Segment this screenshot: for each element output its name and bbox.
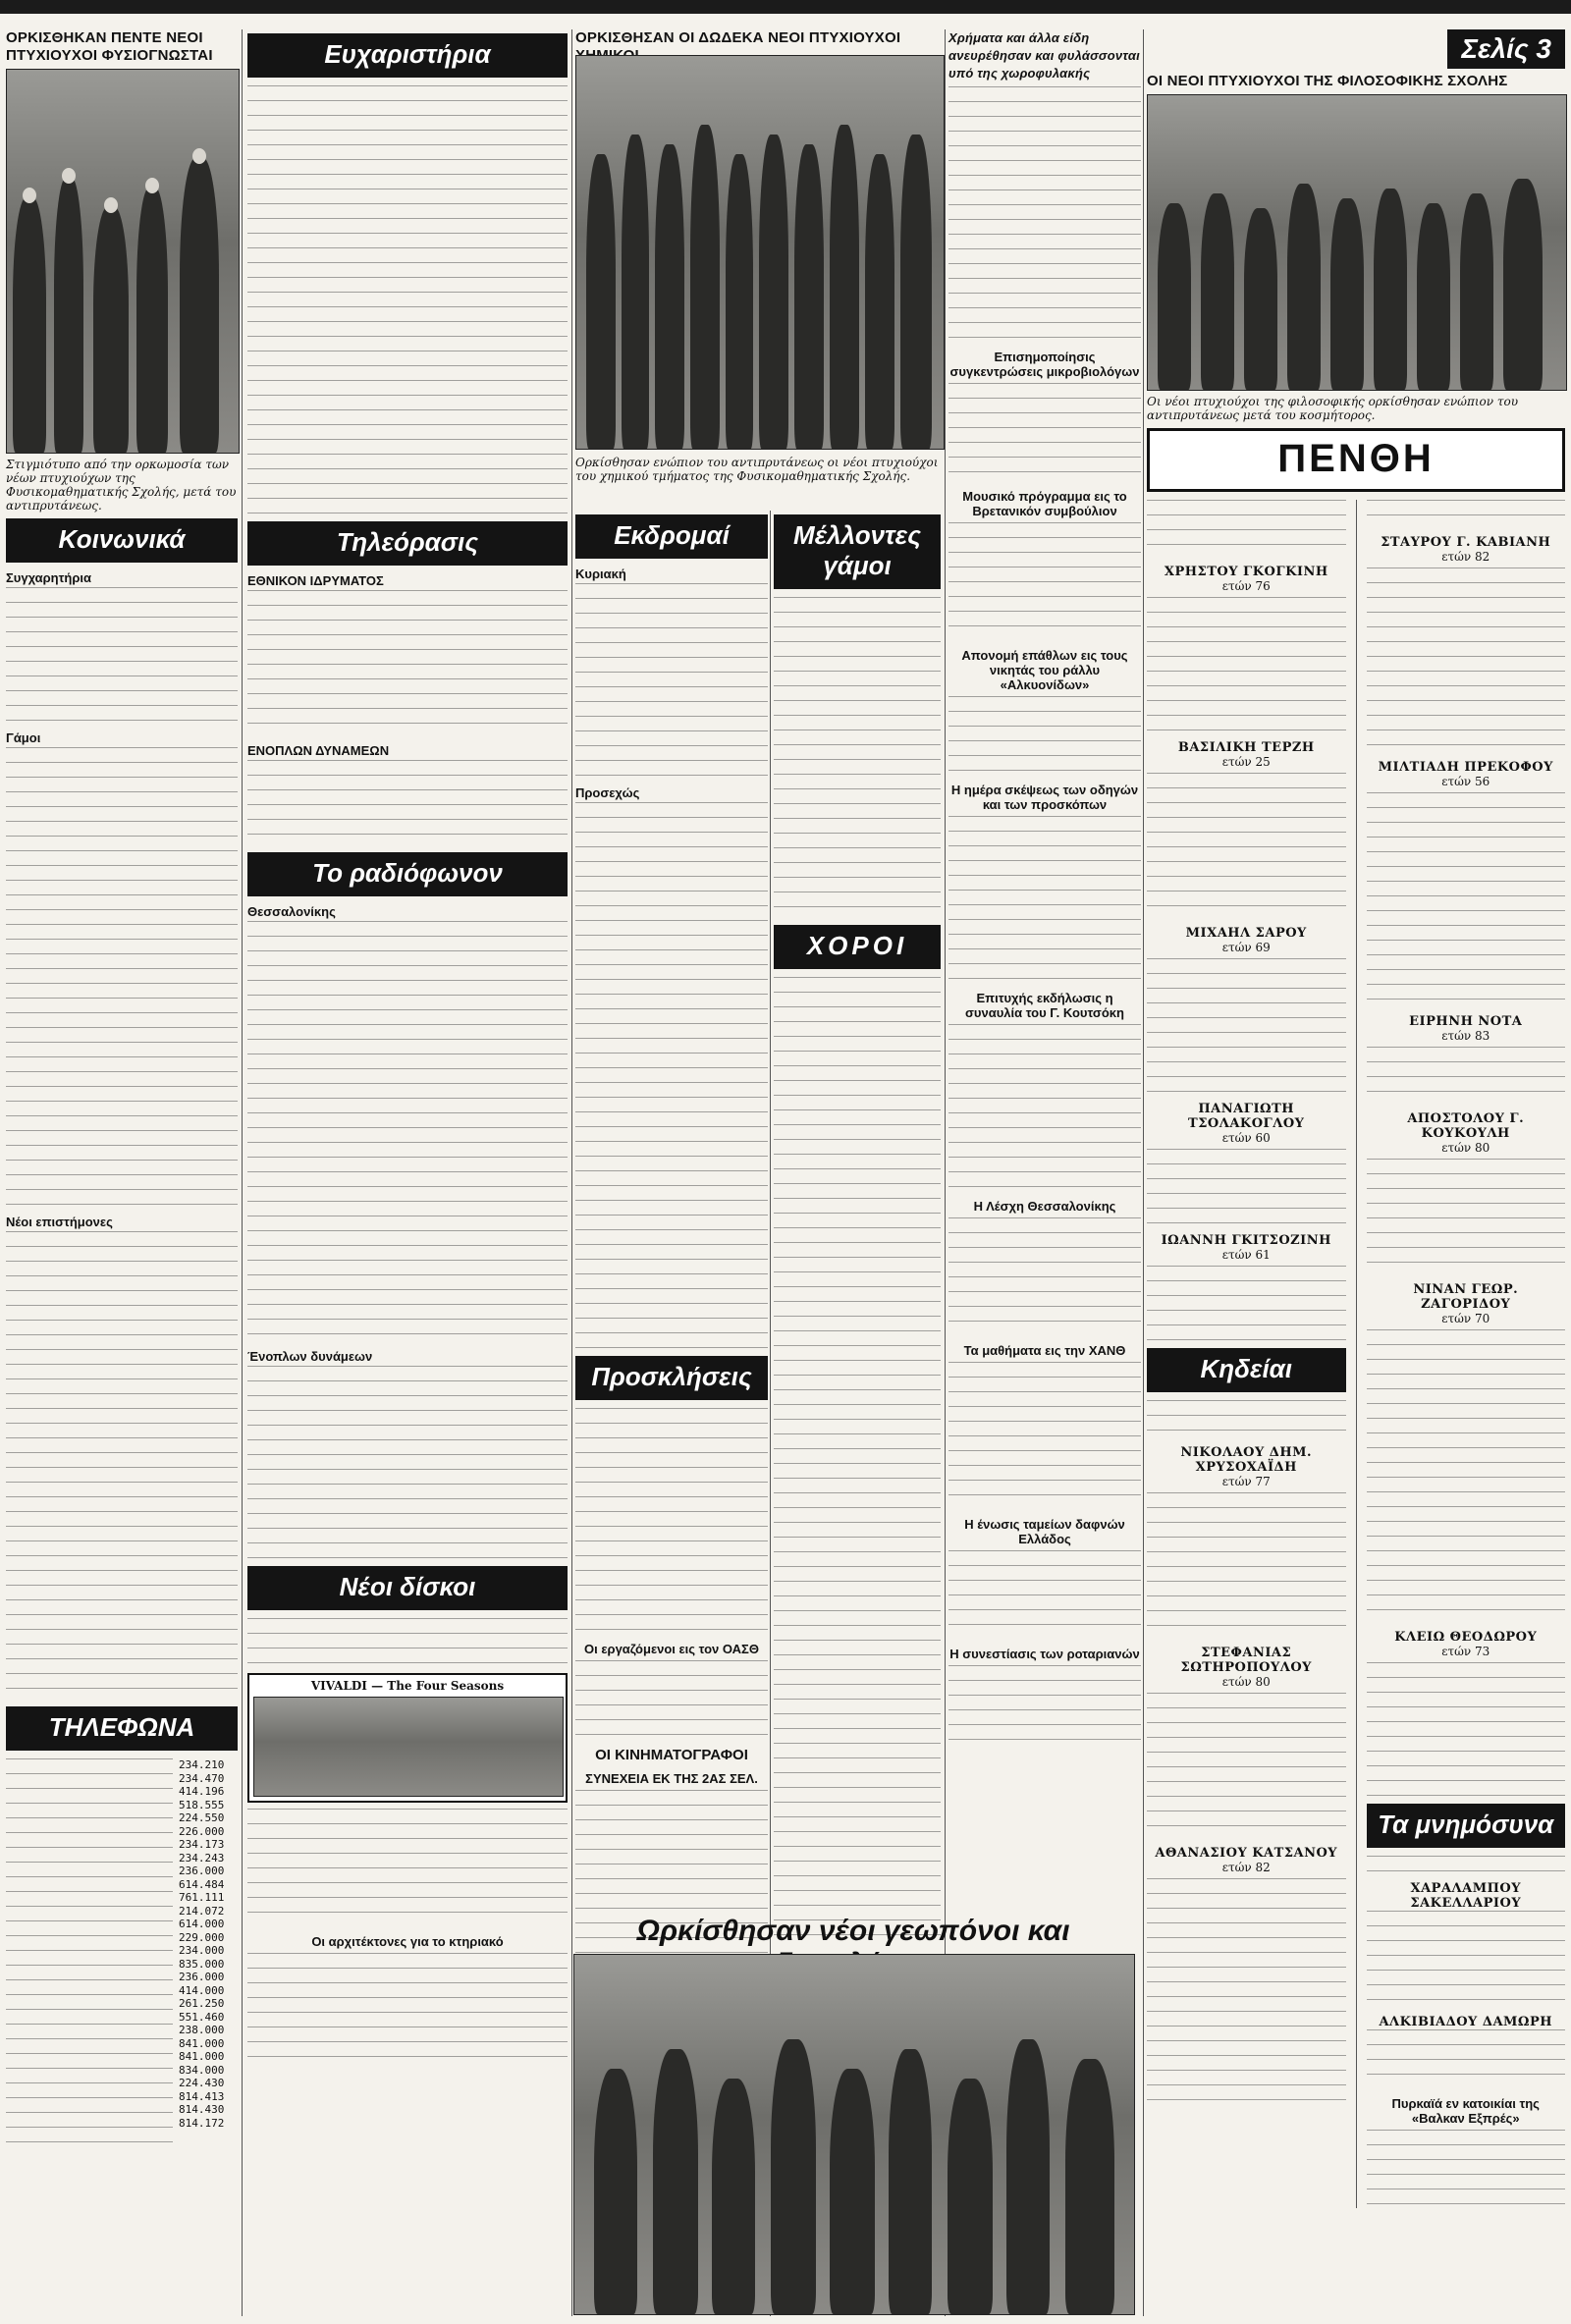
column-6	[1147, 29, 1565, 2316]
obit-years: ετών 60	[1221, 1131, 1271, 1145]
text-block	[247, 760, 568, 848]
phone-number: 236.000	[179, 1971, 225, 1983]
sub-tv-armed: ΕΝΟΠΛΩΝ ΔΥΝΑΜΕΩΝ	[247, 743, 390, 758]
text-block	[1147, 1266, 1346, 1344]
sub-union: Η ένωσις ταμείων δαφνών Ελλάδος	[964, 1517, 1125, 1546]
obit-years: ετών 61	[1221, 1248, 1271, 1262]
obit-name: ΧΡΗΣΤΟΥ ΓΚΟΓΚΙΝΗ	[1164, 565, 1328, 579]
headline-philosophy: ΟΙ ΝΕΟΙ ΠΤΥΧΙΟΥΧΟΙ ΤΗΣ ΦΙΛΟΣΟΦΙΚΗΣ ΣΧΟΛΗΣ	[1147, 73, 1508, 89]
column-5	[948, 29, 1141, 1902]
phone-number: 414.196	[179, 1785, 225, 1798]
text-block	[948, 1665, 1141, 1754]
obit-years: ετών 76	[1221, 579, 1271, 593]
banner-thanks: Ευχαριστήρια	[247, 33, 568, 78]
text-block	[1367, 1329, 1566, 1624]
obit-name: ΣΤΕΦΑΝΙΑΣ ΣΩΤΗΡΟΠΟΥΛΟΥ	[1180, 1646, 1312, 1675]
text-block	[774, 597, 941, 921]
phone-number: 551.460	[179, 2010, 225, 2024]
obit-years: ετών 25	[1221, 755, 1271, 769]
column-4	[774, 511, 941, 1902]
text-block	[575, 1408, 768, 1634]
phone-number: 614.000	[179, 1918, 225, 1930]
obit-name: ΚΛΕΙΩ ΘΕΟΔΩΡΟΥ	[1394, 1630, 1538, 1645]
sub-fire: Πυρκαϊά εν κατοικίαι της «Βαλκαν Εξπρές»	[1391, 2096, 1540, 2126]
text-block	[1147, 958, 1346, 1096]
photo-agronomists	[573, 1954, 1135, 2315]
text-block	[948, 522, 1141, 640]
phone-labels	[6, 1758, 173, 2151]
chem-caption-wrap	[575, 452, 943, 489]
sub-upcoming: Προσεχώς	[575, 785, 640, 800]
text-block	[1367, 1159, 1566, 1276]
text-block	[948, 383, 1141, 481]
phone-number: 226.000	[179, 1824, 225, 1838]
photo-philosophy-graduates	[1147, 94, 1567, 391]
disc-title: VIVALDI — The Four Seasons	[310, 1679, 505, 1693]
phone-number: 518.555	[179, 1798, 225, 1811]
text-block	[1147, 773, 1346, 920]
phone-number: 834.000	[179, 2063, 225, 2077]
phone-number: 224.550	[179, 1811, 225, 1824]
phone-number: 835.000	[179, 1957, 225, 1971]
disc-cover	[253, 1697, 564, 1797]
phone-number: 229.000	[179, 1930, 225, 1944]
obit-years: ετών 73	[1441, 1645, 1490, 1658]
text-block	[1147, 597, 1346, 734]
obit-years: ετών 56	[1441, 775, 1490, 788]
phone-number: 814.430	[179, 2103, 225, 2116]
phone-number: 234.243	[179, 1851, 225, 1865]
text-block	[247, 1809, 568, 1926]
banner-radio: Το ραδιόφωνον	[247, 852, 568, 896]
text-block	[1147, 1693, 1346, 1840]
phone-number: 224.430	[179, 2077, 225, 2089]
phone-number: 261.250	[179, 1997, 225, 2010]
phone-number: 238.000	[179, 2024, 225, 2036]
obit-name: ΒΑΣΙΛΙΚΗ ΤΕΡΖΗ	[1177, 740, 1315, 755]
top-border	[0, 0, 1571, 14]
banner-new-discs: Νέοι δίσκοι	[247, 1566, 568, 1610]
obit-name: ΑΘΑΝΑΣΙΟΥ ΚΑΤΣΑΝΟΥ	[1155, 1846, 1338, 1861]
sub-architects: Οι αρχιτέκτονες για το κτηριακό	[311, 1934, 504, 1949]
text-block	[1147, 500, 1346, 559]
phone-number: 814.172	[179, 2116, 225, 2130]
text-block	[948, 1362, 1141, 1509]
phone-list	[179, 1758, 238, 2151]
headline-found-items: Χρήματα και άλλα είδη ανευρέθησαν και φυλάσσονται υπό της χωροφυλακής	[948, 30, 1140, 81]
phone-number: 234.210	[179, 1758, 225, 1771]
obit-name: ΝΙΝΑΝ ΓΕΩΡ. ΖΑΓΟΡΙΔΟΥ	[1413, 1282, 1519, 1312]
text-block	[948, 1024, 1141, 1191]
caption-chemists: Ορκίσθησαν ενώπιον του αντιπρυτάνεως οι νέοι πτυχιούχοι του χημικού τμήματος της Φυσικομαθηματικής Σχολής.	[575, 456, 939, 483]
sub-scouts-day: Η ημέρα σκέψεως των οδηγών και των προσκόπων	[950, 783, 1139, 812]
phone-number: 234.470	[179, 1771, 225, 1785]
sub-microbiologists: Επισημοποίησις συγκεντρώσεις μικροβιολόγων	[949, 350, 1140, 379]
banner-dances: ΧΟΡΟΙ	[774, 925, 941, 969]
obit-years: ετών 82	[1441, 550, 1490, 564]
text-block	[1147, 1878, 1346, 2114]
phone-number: 614.484	[179, 1877, 225, 1891]
text-block	[1367, 2029, 1566, 2088]
sub-radio-thess: Θεσσαλονίκης	[247, 904, 336, 919]
phone-number: 814.413	[179, 2089, 225, 2103]
sub-club: Η Λέσχη Θεσσαλονίκης	[973, 1199, 1116, 1214]
column-2	[247, 29, 568, 2316]
caption-philosophy: Οι νέοι πτυχιούχοι της φιλοσοφικής ορκίσθησαν ενώπιον του αντιπρυτάνεως μετά του κοσμήτορος.	[1147, 395, 1519, 422]
text-block	[1367, 567, 1566, 754]
obit-years: ετών 80	[1221, 1675, 1271, 1689]
headline-chemists: ΟΡΚΙΣΘΗΣΑΝ ΟΙ ΔΩΔΕΚΑ ΝΕΟΙ ΠΤΥΧΙΟΥΧΟΙ	[575, 29, 901, 46]
obit-years: ετών 77	[1221, 1475, 1271, 1488]
text-block	[1367, 1662, 1566, 1800]
obit-years: ετών 70	[1441, 1312, 1490, 1325]
sub-tv-national: ΕΘΝΙΚΟΝ ΙΔΡΥΜΑΤΟΣ	[247, 573, 384, 588]
obit-years: ετών 83	[1441, 1029, 1490, 1043]
text-block	[247, 85, 568, 517]
text-block	[575, 802, 768, 1352]
headline-agronomists: Ωρκίσθησαν νέοι γεωπόνοι και	[636, 1915, 1070, 1947]
obit-name: ΝΙΚΟΛΑΟΥ ΔΗΜ. ΧΡΥΣΟΧΑΪΔΗ	[1180, 1445, 1313, 1475]
phone-number: 234.173	[179, 1838, 225, 1851]
column-1	[6, 29, 238, 2316]
obit-years: ετών 80	[1441, 1141, 1490, 1155]
banner-television: Τηλεόρασις	[247, 521, 568, 566]
banner-phones: ΤΗΛΕΦΩΝΑ	[6, 1706, 238, 1751]
photo-chemistry-graduates	[575, 55, 945, 450]
text-block	[1147, 1400, 1346, 1439]
cinema-heading: ΟΙ ΚΙΝΗΜΑΤΟΓΡΑΦΟΙ	[595, 1747, 748, 1763]
text-block	[575, 1660, 768, 1739]
sub-oasth: Οι εργαζόμενοι εις τον ΟΑΣΘ	[584, 1642, 759, 1656]
text-block	[774, 977, 941, 1939]
sub-rotary: Η συνεστίασις των ροταριανών	[949, 1647, 1140, 1661]
phone-number: 414.000	[179, 1983, 225, 1997]
banner-social: Κοινωνικά	[6, 518, 238, 563]
obit-name: ΧΑΡΑΛΑΜΠΟΥ ΣΑΚΕΛΛΑΡΙΟΥ	[1410, 1881, 1522, 1911]
obit-name: ΑΛΚΙΒΙΑΔΟΥ ΔΑΜΩΡΗ	[1379, 2015, 1553, 2029]
text-block	[575, 583, 768, 780]
text-block	[247, 921, 568, 1343]
sub-concert: Επιτυχής εκδήλωσις η συναυλία του Γ. Κουτσόκη	[965, 991, 1124, 1020]
section-marker: Σελίς 3	[1447, 29, 1565, 69]
banner-funerals: Κηδείαι	[1147, 1348, 1346, 1392]
text-block	[1147, 1149, 1346, 1227]
text-block	[6, 587, 238, 725]
text-block	[948, 1217, 1141, 1335]
text-block	[948, 816, 1141, 983]
sub-sunday: Κυριακή	[575, 567, 626, 581]
phone-number: 761.111	[179, 1891, 225, 1904]
obit-years: ετών 69	[1221, 941, 1271, 954]
phone-number: 214.072	[179, 1904, 225, 1918]
text-block	[6, 1231, 238, 1702]
obituaries-right	[1367, 500, 1566, 2208]
obit-name: ΣΤΑΥΡΟΥ Γ. ΚΑΒΙΑΝΗ	[1381, 535, 1551, 550]
obituaries-left	[1147, 500, 1346, 2208]
sub-congratulations: Συγχαρητήρια	[6, 570, 91, 585]
text-block	[948, 1550, 1141, 1639]
text-block	[247, 1366, 568, 1562]
obit-name: ΜΙΛΤΙΑΔΗ ΠΡΕΚΟΦΟΥ	[1378, 760, 1553, 775]
sub-new-scientists: Νέοι επιστήμονες	[6, 1215, 113, 1229]
banner-future-weddings: Μέλλοντες γάμοι	[774, 514, 941, 589]
banner-memorials: Τα μνημόσυνα	[1367, 1804, 1566, 1848]
text-block	[1147, 1492, 1346, 1640]
text-block	[247, 1953, 568, 2071]
obit-name: ΑΠΟΣΤΟΛΟΥ Γ. ΚΟΥΚΟΥΛΗ	[1407, 1111, 1525, 1141]
text-block	[1367, 1911, 1566, 2009]
obit-name: ΙΩΑΝΝΗ ΓΚΙΤΣΟΖΙΝΗ	[1161, 1233, 1331, 1248]
caption-physics: Στιγμιότυπο από την ορκωμοσία των νέων πτυχιούχων της Φυσικομαθηματικής Σχολής, μετά του αντιπρυτάνεως.	[6, 458, 237, 513]
text-block	[247, 590, 568, 737]
text-block	[948, 696, 1141, 775]
disc-advert	[247, 1673, 568, 1803]
text-block	[1367, 1856, 1566, 1875]
phone-number: 841.000	[179, 2036, 225, 2050]
obit-name: ΕΙΡΗΝΗ ΝΟΤΑ	[1409, 1014, 1523, 1029]
text-block	[1367, 2130, 1566, 2208]
text-block	[1367, 500, 1566, 529]
sub-weddings: Γάμοι	[6, 730, 41, 745]
text-block	[1367, 1047, 1566, 1106]
photo-physics-graduates	[6, 69, 240, 454]
banner-invitations: Προσκλήσεις	[575, 1356, 768, 1400]
phone-number: 234.000	[179, 1944, 225, 1957]
obit-name: ΜΙΧΑΗΛ ΣΑΡΟΥ	[1185, 926, 1307, 941]
text-block	[247, 1618, 568, 1667]
obit-years: ετών 82	[1221, 1861, 1271, 1874]
phone-number: 841.000	[179, 2050, 225, 2063]
headline-physics: ΟΡΚΙΣΘΗΚΑΝ ΠΕΝΤΕ ΝΕΟΙ ΠΤΥΧΙΟΥΧΟΙ ΦΥΣΙΟΓΝΩΣΤΑΙ	[6, 29, 213, 64]
sub-rally-awards: Απονομή επάθλων εις τους νικητάς του ράλλυ «Αλκυονίδων»	[961, 648, 1128, 692]
sub-lessons: Τα μαθήματα εις την ΧΑΝΘ	[963, 1343, 1126, 1358]
banner-excursions: Εκδρομαί	[575, 514, 768, 559]
sub-music-program: Μουσικό πρόγραμμα εις το Βρετανικόν συμβούλιον	[962, 489, 1127, 518]
obit-name: ΠΑΝΑΓΙΩΤΗ ΤΣΟΛΑΚΟΓΛΟΥ	[1188, 1102, 1305, 1131]
sub-radio-armed: Ένοπλων δυνάμεων	[247, 1349, 373, 1364]
banner-mourning: ΠΕΝΘΗ	[1147, 428, 1565, 492]
cinema-sub: ΣΥΝΕΧΕΙΑ ΕΚ ΤΗΣ 2ΑΣ ΣΕΛ.	[585, 1771, 758, 1786]
text-block	[948, 86, 1141, 342]
text-block	[1367, 792, 1566, 1008]
text-block	[6, 747, 238, 1209]
phone-number: 236.000	[179, 1865, 225, 1877]
